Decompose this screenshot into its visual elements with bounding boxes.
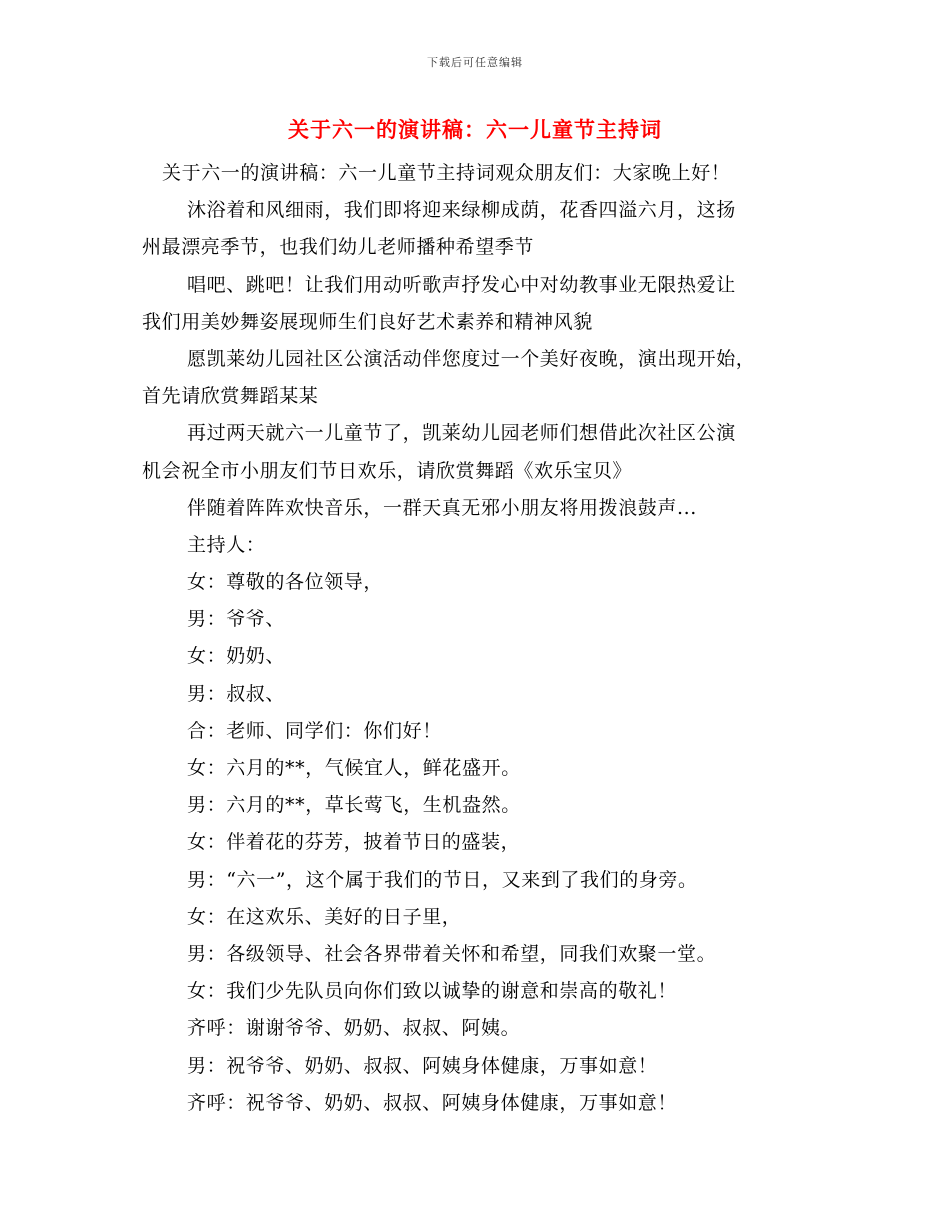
- dialogue-line: 女：我们少先队员向你们致以诚挚的谢意和崇高的敬礼！: [187, 980, 678, 1003]
- paragraph-line: 关于六一的演讲稿：六一儿童节主持词观众朋友们：大家晚上好！: [162, 162, 731, 184]
- paragraph-line: 我们用美妙舞姿展现师生们良好艺术素养和精神风貌: [142, 310, 593, 333]
- document-title: 关于六一的演讲稿：六一儿童节主持词: [288, 117, 662, 142]
- paragraph-line: 愿凯莱幼儿园社区公演活动伴您度过一个美好夜晚，演出现开始，: [187, 347, 756, 370]
- dialogue-line: 男：“六一”，这个属于我们的节日，又来到了我们的身旁。: [187, 868, 698, 891]
- dialogue-line: 男：祝爷爷、奶奶、叔叔、阿姨身体健康，万事如意！: [187, 1054, 658, 1077]
- dialogue-line: 男：叔叔、: [187, 682, 286, 705]
- header-note: 下载后可任意编辑: [427, 56, 523, 69]
- dialogue-line: 主持人：: [187, 533, 266, 556]
- paragraph-line: 首先请欣赏舞蹈某某: [142, 385, 319, 408]
- dialogue-line: 女：六月的**，气候宜人，鲜花盛开。: [187, 757, 521, 779]
- dialogue-line: 男：各级领导、社会各界带着关怀和希望，同我们欢聚一堂。: [187, 942, 717, 965]
- dialogue-line: 合：老师、同学们：你们好！: [187, 719, 442, 742]
- dialogue-line: 女：伴着花的芬芳，披着节日的盛装，: [187, 831, 521, 854]
- dialogue-line: 女：奶奶、: [187, 645, 286, 668]
- paragraph-line: 州最漂亮季节，也我们幼儿老师播种希望季节: [142, 236, 535, 259]
- paragraph-line: 机会祝全市小朋友们节日欢乐，请欣赏舞蹈《欢乐宝贝》: [142, 459, 633, 482]
- paragraph-line: 沐浴着和风细雨，我们即将迎来绿柳成荫，花香四溢六月，这扬: [187, 199, 736, 222]
- paragraph-line: 再过两天就六一儿童节了，凯莱幼儿园老师们想借此次社区公演: [187, 422, 736, 445]
- paragraph-line: 伴随着阵阵欢快音乐，一群天真无邪小朋友将用拨浪鼓声...: [187, 496, 697, 519]
- document-body: [142, 155, 807, 1122]
- dialogue-line: 男：爷爷、: [187, 608, 286, 631]
- dialogue-line: 齐呼：祝爷爷、奶奶、叔叔、阿姨身体健康，万事如意！: [187, 1091, 678, 1114]
- paragraph-line: 唱吧、跳吧！让我们用动听歌声抒发心中对幼教事业无限热爱让: [187, 273, 736, 296]
- dialogue-line: 女：在这欢乐、美好的日子里，: [187, 905, 462, 928]
- dialogue-line: 女：尊敬的各位领导，: [187, 571, 384, 594]
- dialogue-line: 齐呼：谢谢爷爷、奶奶、叔叔、阿姨。: [187, 1017, 521, 1040]
- dialogue-line: 男：六月的**，草长莺飞，生机盎然。: [187, 794, 521, 817]
